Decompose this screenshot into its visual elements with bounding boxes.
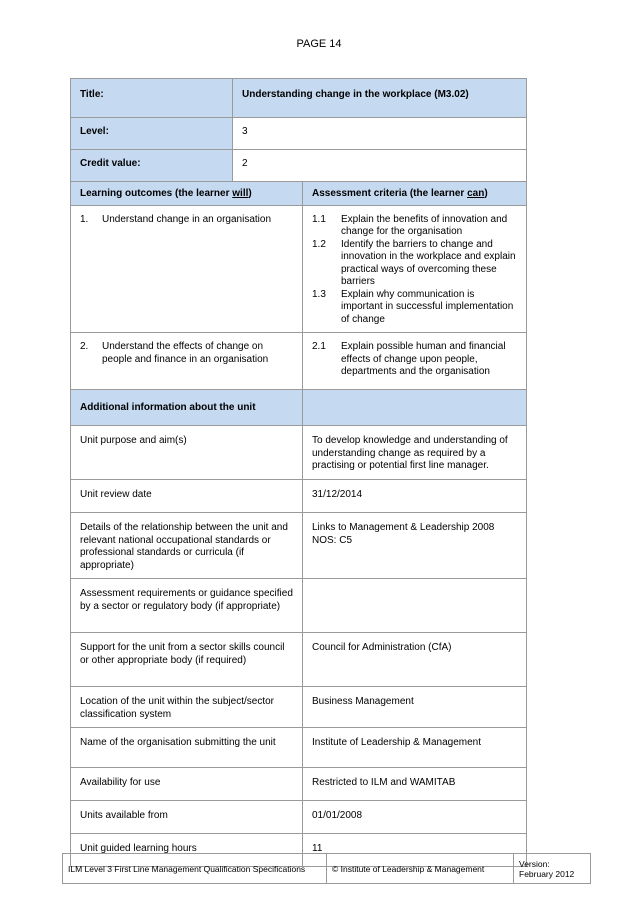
info-label: Unit guided learning hours bbox=[71, 834, 303, 867]
info-value: To develop knowledge and understanding of understanding change as required by a practising or potential first line manager. bbox=[303, 426, 527, 480]
assessment-criteria bbox=[303, 205, 527, 333]
assessment-criteria-heading: Assessment criteria (the learner can) bbox=[303, 182, 527, 206]
info-label: Support for the unit from a sector skills council or other appropriate body (if required) bbox=[71, 633, 303, 687]
title-row bbox=[71, 79, 527, 118]
criterion: 1.1 Explain the benefits of innovation and change for the organisation bbox=[312, 213, 508, 237]
credit-label: Credit value: bbox=[71, 150, 233, 182]
criterion: 2.1 Explain possible human and financial effects of change upon people, departments and the organisation bbox=[312, 341, 506, 377]
criterion: 1.2 Identify the barriers to change and innovation in the workplace and explain practical ways of overcoming these barriers bbox=[312, 238, 516, 287]
footer-spec-title: ILM Level 3 First Line Management Qualification Specifications bbox=[63, 854, 327, 884]
level-value: 3 bbox=[233, 118, 527, 150]
info-value: Institute of Leadership & Management bbox=[303, 728, 527, 768]
info-value: Council for Administration (CfA) bbox=[303, 633, 527, 687]
outcome-row bbox=[71, 333, 527, 390]
info-label: Name of the organisation submitting the unit bbox=[71, 728, 303, 768]
info-row bbox=[71, 513, 527, 579]
info-row bbox=[71, 633, 527, 687]
info-label: Details of the relationship between the unit and relevant national occupational standards or professional standards or curricula (if appropriate) bbox=[71, 513, 303, 579]
footer-copyright: © Institute of Leadership & Management bbox=[327, 854, 514, 884]
info-label: Unit review date bbox=[71, 480, 303, 513]
learning-outcomes-heading: Learning outcomes (the learner will) bbox=[71, 182, 303, 206]
unit-specification-table bbox=[70, 78, 527, 867]
info-value bbox=[303, 579, 527, 633]
criterion: 1.3 Explain why communication is important in successful implementation of change bbox=[312, 288, 514, 325]
info-value: Restricted to ILM and WAMITAB bbox=[303, 768, 527, 801]
info-value: 11 bbox=[303, 834, 527, 867]
info-value: 01/01/2008 bbox=[303, 801, 527, 834]
info-row bbox=[71, 801, 527, 834]
info-label: Assessment requirements or guidance specified by a sector or regulatory body (if appropriate) bbox=[71, 579, 303, 633]
info-row bbox=[71, 768, 527, 801]
info-label: Availability for use bbox=[71, 768, 303, 801]
credit-row bbox=[71, 150, 527, 182]
learning-outcome: 2. Understand the effects of change on people and finance in an organisation bbox=[71, 333, 303, 390]
info-row bbox=[71, 728, 527, 768]
level-label: Level: bbox=[71, 118, 233, 150]
info-value: 31/12/2014 bbox=[303, 480, 527, 513]
additional-info-heading: Additional information about the unit bbox=[71, 390, 303, 426]
info-label: Unit purpose and aim(s) bbox=[71, 426, 303, 480]
page-number: PAGE 14 bbox=[296, 38, 342, 50]
additional-info-header-row bbox=[71, 390, 527, 426]
info-row bbox=[71, 687, 527, 728]
info-row bbox=[71, 426, 527, 480]
outcomes-header-row bbox=[71, 182, 527, 206]
title-value: Understanding change in the workplace (M3.02) bbox=[233, 79, 527, 118]
level-row bbox=[71, 118, 527, 150]
info-value: Links to Management & Leadership 2008 NOS: C5 bbox=[303, 513, 527, 579]
info-label: Location of the unit within the subject/sector classification system bbox=[71, 687, 303, 728]
page-footer bbox=[62, 853, 591, 884]
footer-version: Version: February 2012 bbox=[514, 854, 591, 884]
info-row bbox=[71, 480, 527, 513]
outcome-row bbox=[71, 205, 527, 333]
info-label: Units available from bbox=[71, 801, 303, 834]
assessment-criteria bbox=[303, 333, 527, 390]
title-label: Title: bbox=[71, 79, 233, 118]
info-row bbox=[71, 579, 527, 633]
info-value: Business Management bbox=[303, 687, 527, 728]
learning-outcome: 1. Understand change in an organisation bbox=[71, 205, 303, 333]
credit-value: 2 bbox=[233, 150, 527, 182]
